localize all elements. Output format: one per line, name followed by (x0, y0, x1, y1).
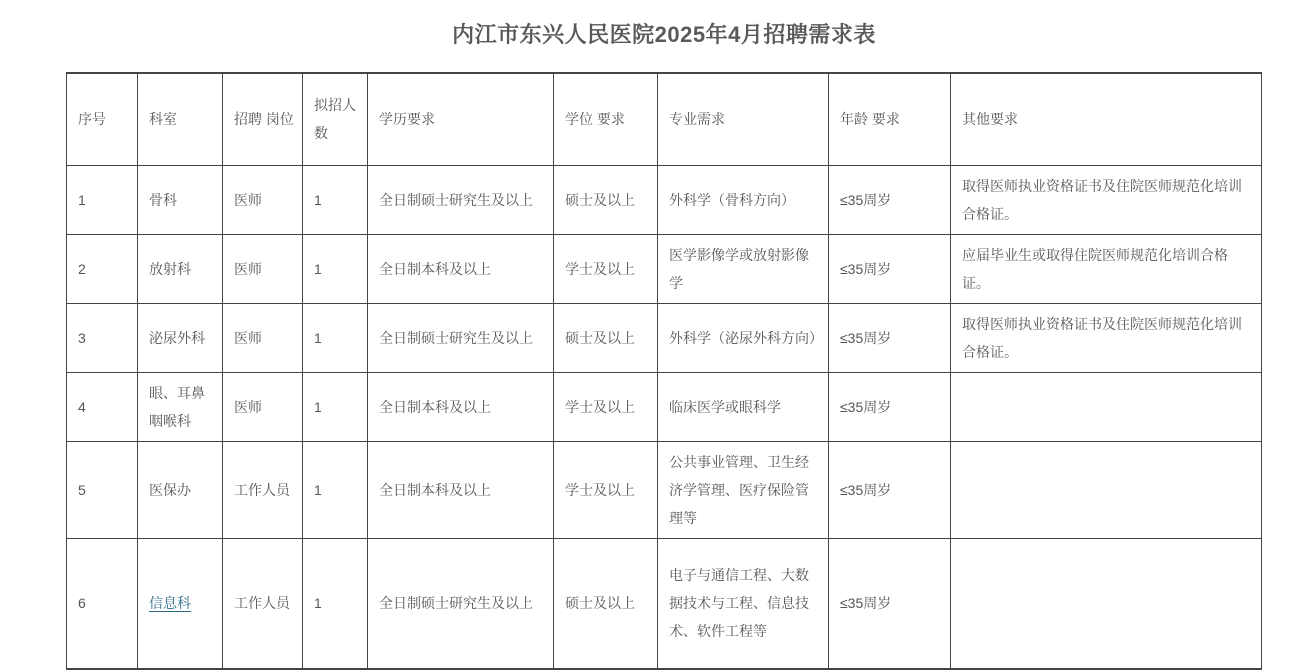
cell-other (951, 372, 1262, 441)
column-header: 拟招人数 (303, 73, 368, 165)
header-row (67, 73, 1262, 165)
cell-count: 1 (303, 234, 368, 303)
table-row (67, 441, 1262, 538)
cell-post: 医师 (223, 234, 303, 303)
cell-edu: 全日制硕士研究生及以上 (368, 165, 554, 234)
cell-edu: 全日制硕士研究生及以上 (368, 538, 554, 669)
cell-degree: 学士及以上 (554, 234, 658, 303)
table-row (67, 303, 1262, 372)
cell-major: 外科学（骨科方向） (658, 165, 829, 234)
cell-other: 取得医师执业资格证书及住院医师规范化培训合格证。 (951, 165, 1262, 234)
column-header: 年龄 要求 (829, 73, 951, 165)
cell-degree: 学士及以上 (554, 441, 658, 538)
column-header: 专业需求 (658, 73, 829, 165)
column-header: 其他要求 (951, 73, 1262, 165)
cell-dept: 医保办 (138, 441, 223, 538)
table-row (67, 372, 1262, 441)
cell-degree: 学士及以上 (554, 372, 658, 441)
cell-count: 1 (303, 372, 368, 441)
cell-seq: 2 (67, 234, 138, 303)
cell-age: ≤35周岁 (829, 372, 951, 441)
cell-dept: 眼、耳鼻咽喉科 (138, 372, 223, 441)
department-link[interactable]: 信息科 (149, 595, 191, 612)
column-header: 科室 (138, 73, 223, 165)
cell-other: 取得医师执业资格证书及住院医师规范化培训合格证。 (951, 303, 1262, 372)
cell-seq: 1 (67, 165, 138, 234)
cell-degree: 硕士及以上 (554, 303, 658, 372)
cell-seq: 4 (67, 372, 138, 441)
cell-post: 医师 (223, 165, 303, 234)
column-header: 学位 要求 (554, 73, 658, 165)
recruitment-table (66, 72, 1262, 670)
cell-dept: 骨科 (138, 165, 223, 234)
cell-count: 1 (303, 441, 368, 538)
cell-edu: 全日制硕士研究生及以上 (368, 303, 554, 372)
cell-age: ≤35周岁 (829, 234, 951, 303)
cell-post: 工作人员 (223, 441, 303, 538)
cell-post: 工作人员 (223, 538, 303, 669)
table-row (67, 538, 1262, 669)
cell-count: 1 (303, 538, 368, 669)
cell-other (951, 538, 1262, 669)
cell-age: ≤35周岁 (829, 165, 951, 234)
table-row (67, 234, 1262, 303)
cell-edu: 全日制本科及以上 (368, 441, 554, 538)
cell-major: 临床医学或眼科学 (658, 372, 829, 441)
cell-count: 1 (303, 165, 368, 234)
cell-dept (138, 538, 223, 669)
table-body (67, 165, 1262, 669)
cell-edu: 全日制本科及以上 (368, 372, 554, 441)
cell-age: ≤35周岁 (829, 538, 951, 669)
cell-other (951, 441, 1262, 538)
cell-age: ≤35周岁 (829, 441, 951, 538)
cell-dept: 泌尿外科 (138, 303, 223, 372)
cell-major: 医学影像学或放射影像学 (658, 234, 829, 303)
cell-seq: 5 (67, 441, 138, 538)
cell-seq: 6 (67, 538, 138, 669)
cell-count: 1 (303, 303, 368, 372)
cell-dept: 放射科 (138, 234, 223, 303)
column-header: 学历要求 (368, 73, 554, 165)
content-area (66, 18, 1262, 670)
cell-major: 公共事业管理、卫生经济学管理、医疗保险管理等 (658, 441, 829, 538)
cell-other: 应届毕业生或取得住院医师规范化培训合格证。 (951, 234, 1262, 303)
cell-degree: 硕士及以上 (554, 538, 658, 669)
cell-degree: 硕士及以上 (554, 165, 658, 234)
column-header: 序号 (67, 73, 138, 165)
cell-seq: 3 (67, 303, 138, 372)
cell-age: ≤35周岁 (829, 303, 951, 372)
cell-major: 外科学（泌尿外科方向） (658, 303, 829, 372)
cell-post: 医师 (223, 303, 303, 372)
page-title: 内江市东兴人民医院2025年4月招聘需求表 (452, 22, 876, 47)
cell-major: 电子与通信工程、大数据技术与工程、信息技术、软件工程等 (658, 538, 829, 669)
table-row (67, 165, 1262, 234)
cell-post: 医师 (223, 372, 303, 441)
column-header: 招聘 岗位 (223, 73, 303, 165)
cell-edu: 全日制本科及以上 (368, 234, 554, 303)
